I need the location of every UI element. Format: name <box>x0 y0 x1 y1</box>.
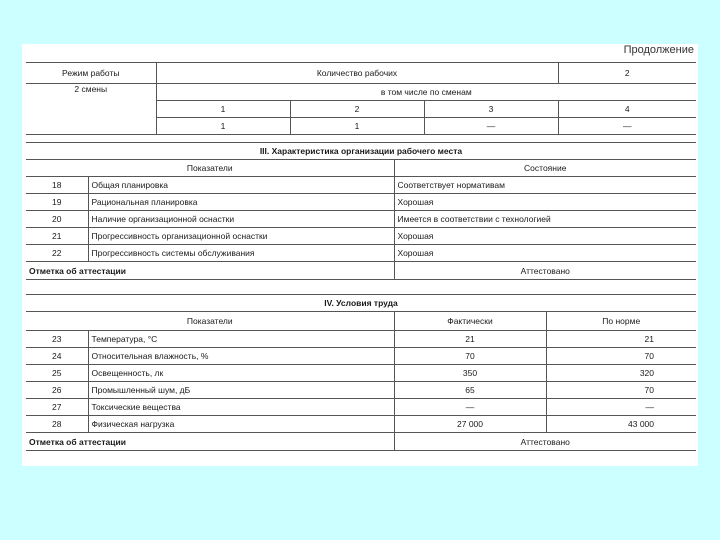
section4-title: IV. Условия труда <box>26 295 696 312</box>
row-number: 27 <box>26 399 88 416</box>
section3-col-state: Состояние <box>394 160 696 177</box>
row-number: 26 <box>26 382 88 399</box>
section4-table <box>26 294 696 451</box>
row-actual: — <box>394 399 546 416</box>
shift-number-2: 2 <box>290 101 424 118</box>
mode-header: Режим работы <box>26 63 156 84</box>
row-indicator: Физическая нагрузка <box>88 416 394 433</box>
table-row <box>26 194 696 211</box>
row-indicator: Прогрессивность организационной оснастки <box>88 228 394 245</box>
table-row <box>26 228 696 245</box>
row-state: Имеется в соответствии с технологией <box>394 211 696 228</box>
table-row <box>26 331 696 348</box>
shift-value-3: — <box>424 118 558 135</box>
by-shift-label: в том числе по сменам <box>156 84 696 101</box>
row-number: 20 <box>26 211 88 228</box>
row-state: Соответствует нормативам <box>394 177 696 194</box>
table-row <box>26 245 696 262</box>
section3-attestation-label: Отметка об аттестации <box>26 262 394 280</box>
row-norm: 21 <box>546 331 696 348</box>
section4-col-norm: По норме <box>546 312 696 331</box>
row-indicator: Наличие организационной оснастки <box>88 211 394 228</box>
continuation-label: Продолжение <box>623 44 694 56</box>
shift-value-2: 1 <box>290 118 424 135</box>
section4-attestation-label: Отметка об аттестации <box>26 433 394 451</box>
row-number: 23 <box>26 331 88 348</box>
shift-value-4: — <box>558 118 696 135</box>
section3-table <box>26 142 696 280</box>
row-state: Хорошая <box>394 228 696 245</box>
row-indicator: Температура, °С <box>88 331 394 348</box>
section4-col-indicators: Показатели <box>26 312 394 331</box>
section3-col-indicators: Показатели <box>26 160 394 177</box>
row-norm: — <box>546 399 696 416</box>
row-norm: 70 <box>546 348 696 365</box>
shift-value-1: 1 <box>156 118 290 135</box>
section3-attestation-value: Аттестовано <box>394 262 696 280</box>
row-indicator: Освещенность, лк <box>88 365 394 382</box>
workers-header: Количество рабочих <box>156 63 558 84</box>
section4-attestation-value: Аттестовано <box>394 433 696 451</box>
table-row <box>26 348 696 365</box>
row-indicator: Рациональная планировка <box>88 194 394 211</box>
row-number: 19 <box>26 194 88 211</box>
row-actual: 65 <box>394 382 546 399</box>
row-norm: 70 <box>546 382 696 399</box>
section3-title: III. Характеристика организации рабочего места <box>26 143 696 160</box>
row-actual: 21 <box>394 331 546 348</box>
row-number: 25 <box>26 365 88 382</box>
row-indicator: Общая планировка <box>88 177 394 194</box>
row-state: Хорошая <box>394 194 696 211</box>
shift-number-3: 3 <box>424 101 558 118</box>
row-number: 28 <box>26 416 88 433</box>
row-number: 18 <box>26 177 88 194</box>
row-norm: 320 <box>546 365 696 382</box>
row-number: 24 <box>26 348 88 365</box>
shift-number-1: 1 <box>156 101 290 118</box>
row-indicator: Токсические вещества <box>88 399 394 416</box>
row-indicator: Прогрессивность системы обслуживания <box>88 245 394 262</box>
row-indicator: Промышленный шум, дБ <box>88 382 394 399</box>
row-indicator: Относительная влажность, % <box>88 348 394 365</box>
row-actual: 27 000 <box>394 416 546 433</box>
workers-value: 2 <box>558 63 696 84</box>
work-mode-table <box>26 62 696 135</box>
row-norm: 43 000 <box>546 416 696 433</box>
table-row <box>26 399 696 416</box>
section4-col-actual: Фактически <box>394 312 546 331</box>
table-row <box>26 211 696 228</box>
row-number: 21 <box>26 228 88 245</box>
mode-value: 2 смены <box>26 84 156 135</box>
table-row <box>26 177 696 194</box>
table-row <box>26 365 696 382</box>
table-row <box>26 416 696 433</box>
row-actual: 70 <box>394 348 546 365</box>
row-state: Хорошая <box>394 245 696 262</box>
document-page <box>22 44 698 466</box>
shift-number-4: 4 <box>558 101 696 118</box>
row-actual: 350 <box>394 365 546 382</box>
row-number: 22 <box>26 245 88 262</box>
table-row <box>26 382 696 399</box>
